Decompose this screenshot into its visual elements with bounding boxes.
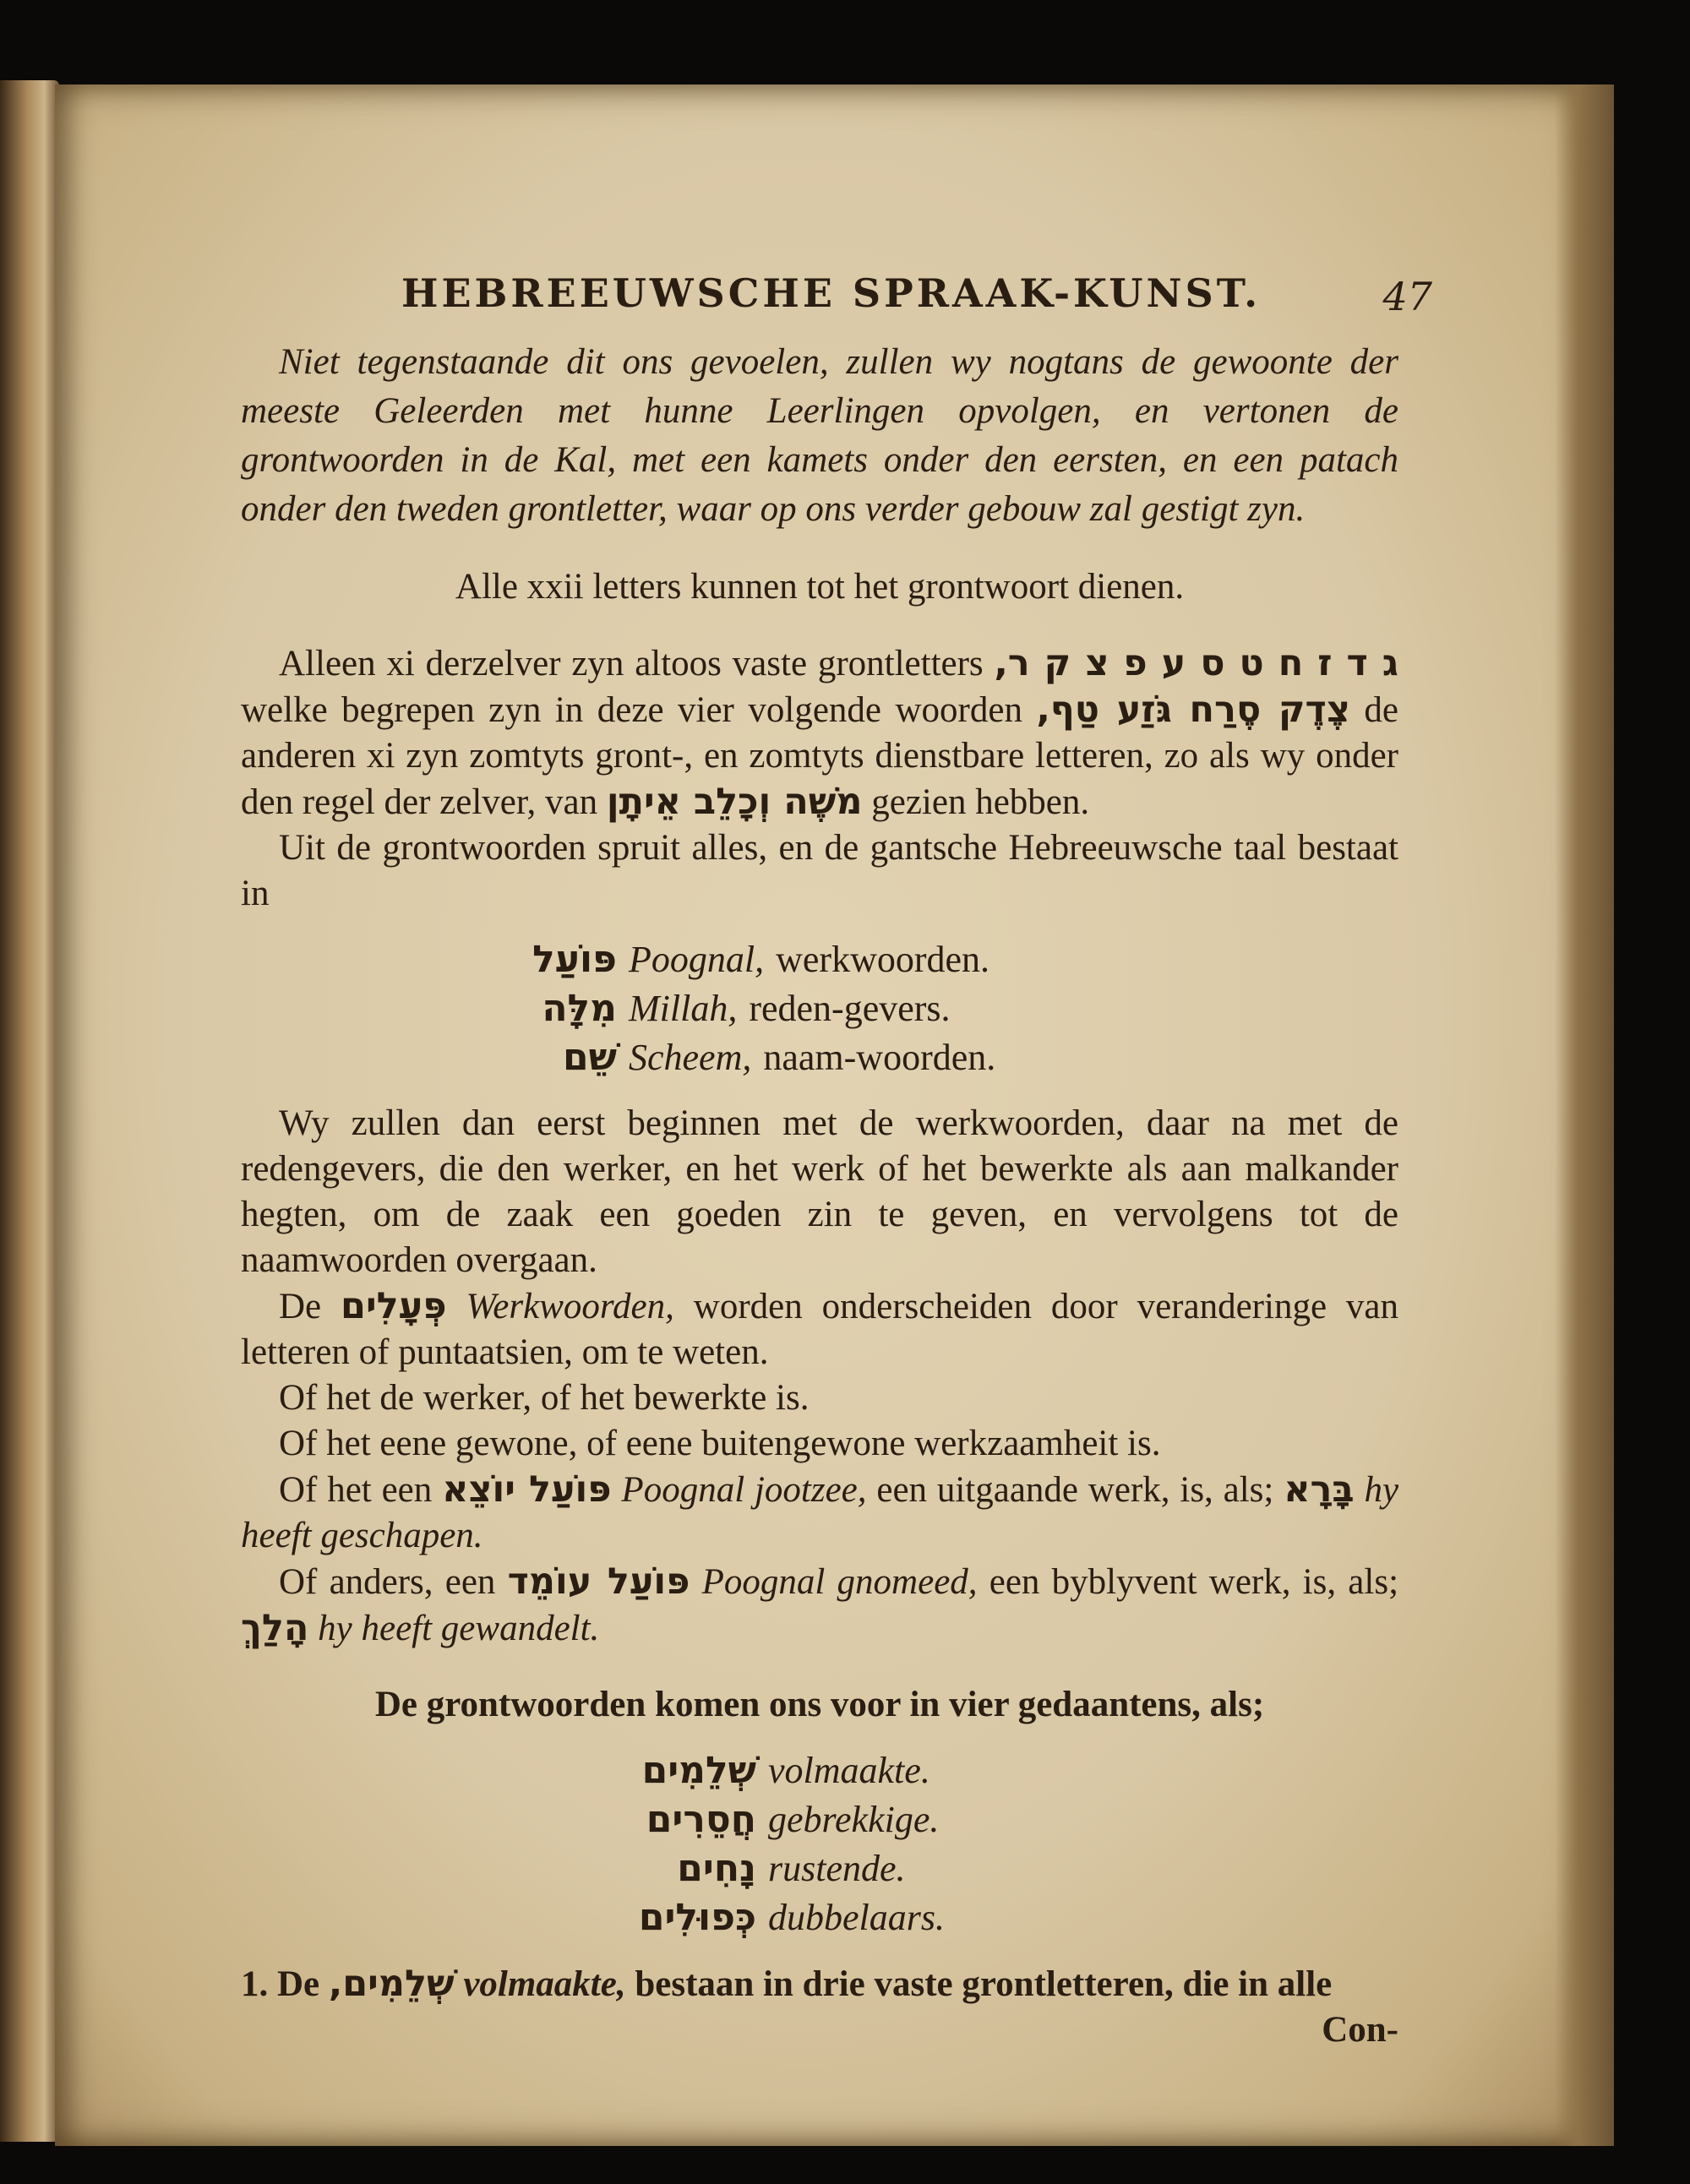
hebrew-term: פּוֹעַל עוֹמֵד	[507, 1560, 690, 1603]
term-description: reden-gevers.	[749, 988, 951, 1029]
list-item	[638, 1844, 1398, 1893]
example-translation: hy heeft geschapen.	[241, 1470, 1399, 1555]
term-name: Poognal gnomeed,	[701, 1562, 978, 1602]
hebrew-term: פְּעָלִים	[341, 1285, 447, 1327]
text-span: een uitgaande werk, is, als;	[876, 1470, 1274, 1510]
text-span: Of anders, een	[279, 1562, 496, 1602]
catchword: Con-	[1322, 2010, 1398, 2050]
text-span: gezien hebben.	[871, 782, 1090, 822]
root-forms-list	[638, 1746, 1398, 1942]
page-header	[241, 262, 1432, 330]
example-translation: hy heeft gewandelt.	[318, 1609, 600, 1648]
intro-italic-paragraph: Niet tegenstaande dit ons gevoelen, zullen wy nogtans de gewoonte der meeste Geleerden met hunne Leerlingen opvolgen, en vertonen de grontwoorden in de Kal, met een kamets onder den eersten, en een patach onder den tweden grontletter, waar op ons verder gebouw zal gestigt zyn.	[241, 342, 1398, 529]
list-item	[638, 1746, 1398, 1795]
hebrew-words: צֶדֶק סֶרַח גֹּזַע טַף,	[1036, 689, 1350, 731]
term-name: volmaakte,	[463, 1964, 626, 2004]
paragraph-roots: Uit de grontwoorden spruit alles, en de gantsche Hebreeuwsche taal bestaat in	[241, 828, 1398, 913]
term-description: naam-woorden.	[763, 1037, 996, 1078]
hebrew-term: כְּפוּלִים	[638, 1896, 756, 1939]
paragraph-activity: Of het eene gewone, of eene buitengewone werkzaamheit is.	[279, 1424, 1161, 1463]
hebrew-term: שֵׁם	[562, 1036, 617, 1079]
list-item	[532, 935, 1398, 984]
list-item	[638, 1795, 1398, 1844]
text-span: De	[279, 1287, 322, 1326]
running-head: HEBREEUWSCHE SPRAAK-KUNST.	[401, 270, 1262, 316]
hebrew-example: הָלַךְ	[241, 1607, 309, 1649]
term-name: volmaakte.	[768, 1750, 930, 1791]
list-item	[537, 984, 1398, 1033]
text-span: worden onderscheiden door veranderinge van letteren of puntaatsien, om te weten.	[241, 1287, 1399, 1372]
term-name: Werkwoorden,	[466, 1287, 674, 1326]
term-name: Millah,	[629, 988, 738, 1029]
term-name: gebrekkige.	[768, 1799, 940, 1840]
paragraph-four-forms: De grontwoorden komen ons voor in vier gedaantens, als;	[374, 1685, 1265, 1724]
term-name: Scheem,	[629, 1037, 752, 1078]
page-text	[241, 262, 1432, 2053]
hebrew-term: חֲסֵרִים	[646, 1798, 756, 1841]
paragraph-worker: Of het de werker, of het bewerkte is.	[279, 1378, 810, 1418]
text-span: Of het een	[279, 1470, 433, 1510]
term-description: werkwoorden.	[776, 939, 990, 980]
term-name: Poognal,	[629, 939, 765, 980]
paragraph-order: Wy zullen dan eerst beginnen met de werkwoorden, daar na met de redengevers, die den werker, en het werk of het bewerkte als aan malkander hegten, om de zaak een goeden zin te geven, en vervolgens tot de naamwoorden overgaan.	[241, 1103, 1398, 1280]
hebrew-term: מִלָּה	[542, 987, 617, 1030]
facing-page-edge	[0, 80, 59, 2142]
hebrew-letters: ג ד ז ח ט ס ע פ צ ק ר,	[994, 642, 1398, 684]
hebrew-term: שְׁלֵמִים	[641, 1749, 756, 1792]
book-page	[55, 84, 1614, 2146]
text-span: een byblyvent werk, is, als;	[989, 1562, 1399, 1602]
hebrew-example: בָּרָא	[1284, 1468, 1355, 1511]
paragraph-perfect-verbs	[241, 1961, 1398, 2007]
text-span: bestaan in drie vaste grontletteren, die in alle	[635, 1964, 1333, 2004]
term-name: rustende.	[768, 1848, 906, 1889]
hebrew-term: נָחִים	[677, 1847, 756, 1890]
paragraph-intransitive	[241, 1559, 1398, 1652]
list-item	[638, 1893, 1398, 1942]
list-item	[537, 1033, 1398, 1082]
hebrew-words: מֹשֶׁה וְכָלֵב אֵיתָן	[606, 781, 863, 823]
paragraph-verbs	[241, 1283, 1398, 1375]
text-span: Alleen xi derzelver zyn altoos vaste grontletters	[279, 644, 984, 684]
parts-of-speech-list	[532, 935, 1398, 1082]
text-span: welke begrepen zyn in deze vier volgende woorden	[241, 690, 1022, 730]
hebrew-term: שְׁלֵמִים,	[328, 1963, 455, 2005]
paragraph-root-letters	[241, 640, 1398, 825]
hebrew-term: פּוֹעַל יוֹצֵא	[442, 1468, 612, 1511]
page-edge-shadow	[1555, 84, 1614, 2146]
term-name: dubbelaars.	[768, 1897, 945, 1938]
hebrew-term: פּוֹעַל	[532, 938, 617, 981]
paragraph-all-letters: Alle xxii letters kunnen tot het grontwoort dienen.	[455, 567, 1185, 607]
text-span: de anderen xi zyn zomtyts gront-, en zomtyts dienstbare letteren, zo als wy onder den regel der zelver, van	[241, 690, 1398, 822]
text-span: 1. De	[241, 1964, 320, 2004]
page-number: 47	[1382, 274, 1432, 319]
term-name: Poognal jootzee,	[621, 1470, 867, 1510]
paragraph-transitive	[241, 1467, 1398, 1559]
